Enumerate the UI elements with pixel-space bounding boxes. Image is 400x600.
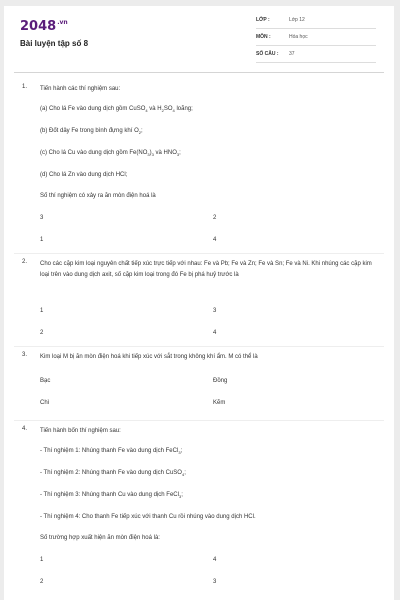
question-line: (b) Đốt dây Fe trong bình đựng khí $O_2$; [40,128,143,136]
question-line: (a) Cho lá Fe vào dung dịch gồm CuSO$_4$ và $H_2SO_4$ loãng; [40,106,193,114]
answer-option[interactable]: 2 [213,215,217,221]
question-text: Cho các cặp kim loại nguyên chất tiếp xúc trực tiếp với nhau: Fe và Pb; Fe và Zn; Fe và Sn; Fe và Ni. Khi nhúng các cặp kim loại trên vào dung dịch axit, số cặp kim loại trong đó Fe bị phá huỷ trước là [40,261,372,278]
question-number: 3. [22,352,28,358]
answer-option[interactable]: 1 [40,308,44,314]
answer-option[interactable]: Chì [40,400,50,406]
answer-option[interactable]: 4 [213,557,217,563]
answer-option[interactable]: Kẽm [213,400,226,406]
question-separator [14,253,384,254]
answer-option[interactable]: 4 [213,237,217,243]
answer-option[interactable]: 1 [40,557,44,563]
question-line: - Thí nghiệm 1: Nhúng thanh Fe vào dung dịch FeCl$_3$; [40,448,183,456]
site-logo[interactable]: $2048^{.vn}$ [20,19,68,34]
answer-option[interactable]: 3 [213,308,217,314]
question-line: Số trường hợp xuất hiện ăn mòn điện hoá là: [40,535,160,541]
header-divider [14,72,384,73]
answer-option[interactable]: Bạc [40,378,51,384]
question-separator [14,420,384,421]
question-line: - Thí nghiệm 2: Nhúng thanh Fe vào dung dịch CuSO$_4$; [40,470,186,478]
answer-option[interactable]: 2 [40,579,44,585]
question-line: - Thí nghiệm 3: Nhúng thanh Cu vào dung dịch FeCl$_3$; [40,492,183,500]
question-line: - Thí nghiệm 4: Cho thanh Fe tiếp xúc với thanh Cu rồi nhúng vào dung dịch HCl. [40,514,256,520]
question-line: (d) Cho lá Zn vào dung dịch HCl; [40,172,128,178]
question-text: Kim loại M bị ăn mòn điện hoá khi tiếp xúc với sắt trong không khí ẩm. M có thể là [40,354,258,360]
question-number: 1. [22,84,28,90]
meta-question-count: SỐ CÂU : 37 [256,47,376,63]
meta-subject: MÔN : Hóa học [256,30,376,46]
question-line: Số thí nghiệm có xảy ra ăn mòn điện hoá là [40,193,156,199]
answer-option[interactable]: 2 [40,330,44,336]
exercise-sheet [4,6,394,600]
answer-option[interactable]: 3 [213,579,217,585]
answer-option[interactable]: 1 [40,237,44,243]
meta-class: LỚP : Lớp 12 [256,13,376,29]
answer-option[interactable]: 4 [213,330,217,336]
answer-option[interactable]: Đồng [213,378,228,384]
page-title: Bài luyện tập số 8 [20,39,89,48]
question-text: Tiến hành bốn thí nghiệm sau: [40,428,121,434]
question-text: Tiến hành các thí nghiệm sau: [40,86,121,92]
question-separator [14,346,384,347]
question-number: 4. [22,426,28,432]
answer-option[interactable]: 3 [40,215,44,221]
question-line: (c) Cho lá Cu vào dung dịch gồm $Fe(NO_3)_3$ và $HNO_3$; [40,150,181,158]
question-number: 2. [22,259,28,265]
